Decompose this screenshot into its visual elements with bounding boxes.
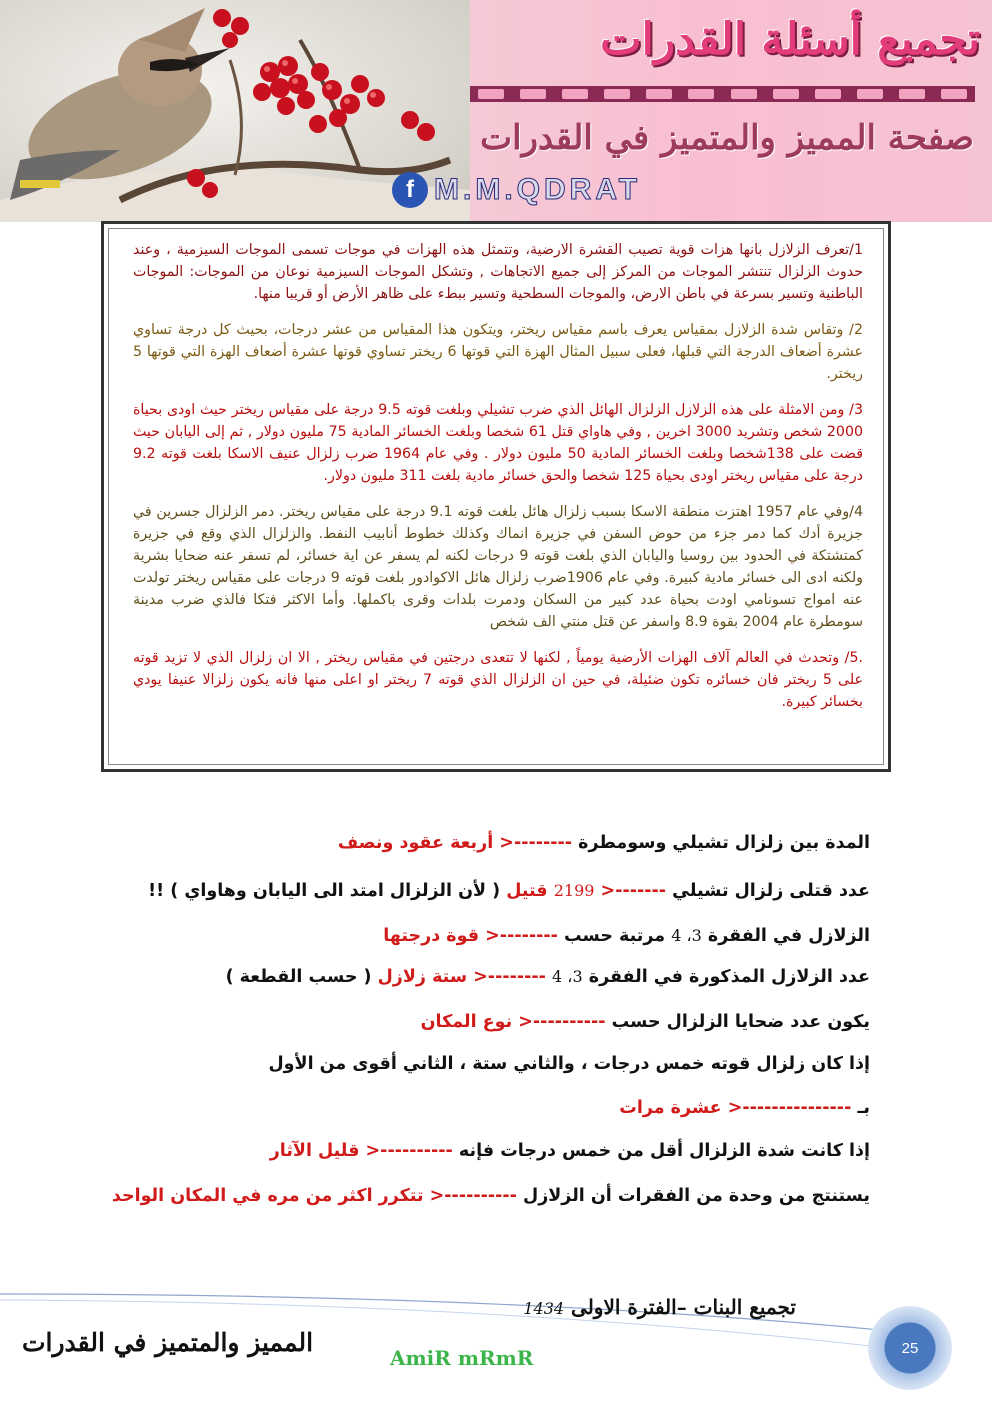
- banner-title: تجميع أسئلة القدرات: [600, 14, 980, 65]
- qa-line-4: عدد الزلازل المذكورة في الفقرة 3، 4 --------< ستة زلازل ( حسب القطعة ): [225, 967, 870, 987]
- qa-line-7: بـ ---------------< عشرة مرات: [619, 1098, 870, 1118]
- footer-brand: المميز والمتميز في القدرات: [22, 1328, 314, 1357]
- qa-line-2: عدد قتلى زلزال تشيلي -------< 2199 قتيل ( لأن الزلزال امتد الى اليابان وهاواي ) !!: [148, 881, 870, 901]
- paragraph-1: 1/تعرف الزلازل بانها هزات قوية تصيب القشرة الارضية، وتتمثل هذه الهزات في موجات تسمى الموجات السيزمية ، وعند حدوث الزلزال تنتشر الموجات من المركز إلى جميع الاتجاهات , وتشكل الموجات السيزمية نوعان من الموجات: الموجات الباطنية وتسير بسرعة في باطن الارض، والموجات السطحية وتسير ببطء على ظاهر الأرض أو قريبا منها.: [133, 242, 863, 302]
- facebook-icon: f: [392, 172, 428, 208]
- handle-text: M.M.QDRAT: [434, 173, 642, 206]
- banner-subtitle: صفحة المميز والمتميز في القدرات: [480, 118, 974, 158]
- qa-line-9: يستنتج من وحدة من الفقرات أن الزلازل ----------< تتكرر اكثر من مره في المكان الواحد: [111, 1186, 870, 1206]
- qa-line-5: يكون عدد ضحايا الزلزال حسب ----------< نوع المكان: [420, 1012, 870, 1032]
- page-number: 25: [901, 1339, 919, 1357]
- paragraph-3: 3/ ومن الامثلة على هذه الزلازل الزلزال الهائل الذي ضرب تشيلي وبلغت قوته 9.5 درجة على مقياس ريختر حيث اودى بحياة 2000 شخص وتشريد 3000 اخرين , وفي هاواي قتل 61 شخصا وبلغت الخسائر المادية 75 مليون دولار , ثم إلى اليابان حيث قضت على 138شخصا وبلغت الخسائر المادية 50 مليون دولار . وفي عام 1964 ضرب زلزال عنيف الاسكا بلغت قوته 9.2 درجة على مقياس ريختر اودى بحياة 125 شخصا والحق خسائر مادية بلغت 311 مليون دولار.: [133, 402, 863, 484]
- footer-author: AmiR mRmR: [390, 1346, 534, 1370]
- qa-line-8: إذا كانت شدة الزلزال أقل من خمس درجات فإنه ----------< قليل الآثار: [269, 1141, 870, 1161]
- header-banner: [0, 0, 992, 222]
- qa-line-3: الزلازل في الفقرة 3، 4 مرتبة حسب --------< قوة درجتها: [383, 926, 870, 946]
- qa-line-6: إذا كان زلزال قوته خمس درجات ، والثاني ستة ، الثاني أقوى من الأول: [268, 1054, 870, 1074]
- facebook-handle[interactable]: [392, 172, 878, 208]
- passage-box: [101, 221, 891, 772]
- page-number-badge: [868, 1306, 952, 1390]
- qa-line-1: المدة بين زلزال تشيلي وسومطرة --------< أربعة عقود ونصف: [337, 833, 870, 853]
- paragraph-2: 2/ وتقاس شدة الزلازل بمقياس يعرف باسم مقياس ريختر، ويتكون هذا المقياس من عشر درجات، بحيث كل درجة تساوي عشرة أضعاف الدرجة التي قبلها، فعلى سبيل المثال الهزة التي قوتها 6 ريختر تساوي قوتها عشرة أضعاف الهزة التي قوتها 5 ريختر.: [133, 322, 863, 382]
- paragraph-5: .5/ وتحدث في العالم آلاف الهزات الأرضية يومياً , لكنها لا تتعدى درجتين في مقياس ريختر , الا ان زلزال الذي لا تزيد قوته على 5 ريختر فان خسائره تكون ضئيلة، في حين ان الزلزال الذي قوته 7 ريختر او اعلى منها فانه يكون زلزالا عنيفا يودي بخسائر كبيرة.: [133, 650, 863, 710]
- paragraph-4: 4/وفي عام 1957 اهتزت منطقة الاسكا بسبب زلزال هائل بلغت قوته 9.1 درجة على مقياس ريختر. دمر الزلزال جسرين في جزيرة أدك كما دمر جزء من حوض السفن في جزيرة انماك وكذلك خطوط أنابيب النفط. والزلزال الذي وقع في جزيرة كمتشتكة في الحدود بين روسيا واليابان الذي بلغت قوته 9 درجات لكنه لم يسفر عن اية خسائر، لم تسفر عنه ضحايا بشرية ولكنه ادى الى خسائر مادية كبيرة. وفي عام 1906ضرب زلزال هائل الاكوادور بلغت قوته 9 درجات على مقياس ريختر تولدت عنه امواج تسونامي اودت بحياة عدد كبير من السكان ودمرت بلدات وقرى باكملها. وأما الاكثر فتكا فالذي ضرب مدينة سومطرة عام 2004 بقوة 8.9 واسفر عن قتل منتي الف شخص: [133, 504, 864, 630]
- footer-compile-label: تجميع البنات –الفترة الاولى 1434: [523, 1295, 796, 1319]
- banner-decorative-strip: [470, 86, 975, 102]
